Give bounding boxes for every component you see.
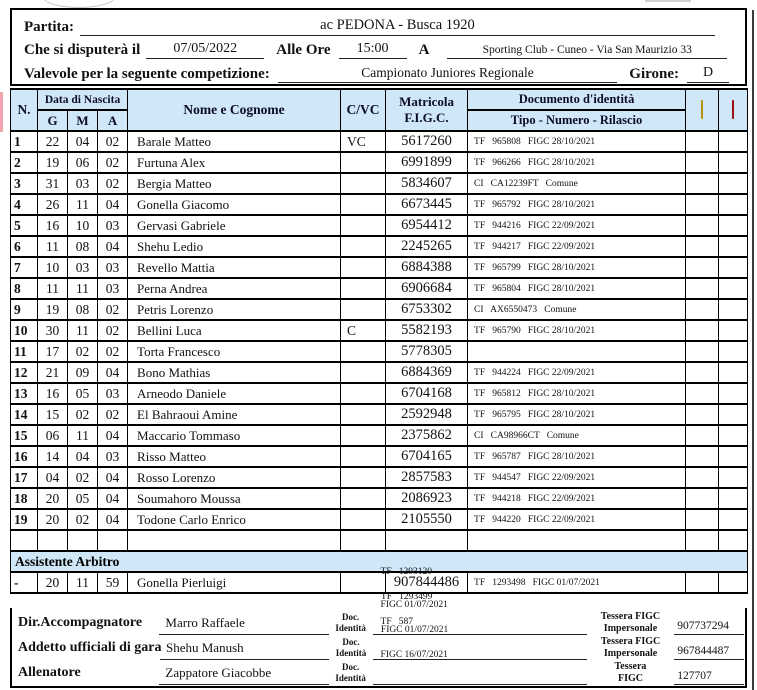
birth-month-cell: 03 [68, 257, 98, 278]
roster-table-header [11, 89, 748, 131]
birth-year-cell: 04 [98, 467, 128, 488]
matricola-cell: 6884369 [386, 362, 468, 383]
player-row [11, 152, 748, 173]
player-name-cell: Gervasi Gabriele [128, 215, 341, 236]
birth-month-cell: 11 [68, 278, 98, 299]
document-cell: TF 944224 FIGC 22/09/2021 [468, 362, 686, 383]
red-card-cell [719, 509, 748, 530]
document-cell: TF 965808 FIGC 28/10/2021 [468, 131, 686, 152]
player-name-cell: Torta Francesco [128, 341, 341, 362]
matricola-cell: 5778305 [386, 341, 468, 362]
red-card-cell [719, 173, 748, 194]
birth-day-cell: 30 [38, 320, 68, 341]
captain-cell [341, 362, 386, 383]
player-row [11, 173, 748, 194]
player-number-cell: 14 [11, 404, 38, 425]
captain-cell [341, 278, 386, 299]
birth-month-cell: 09 [68, 362, 98, 383]
player-row [11, 467, 748, 488]
birth-year-cell: 04 [98, 509, 128, 530]
place-label: A [418, 42, 430, 58]
birth-month-cell: 11 [68, 194, 98, 215]
birth-month-cell: 08 [68, 236, 98, 257]
player-number-cell: 17 [11, 467, 38, 488]
captain-cell [341, 509, 386, 530]
staff-tessera-label [587, 611, 675, 633]
col-header-birthdate: Data di Nascita [38, 89, 128, 110]
yellow-card-cell [686, 404, 719, 425]
doc-value-line1: TF 1293120 [380, 567, 432, 578]
matricola-cell: 5582193 [386, 320, 468, 341]
doc-value-line1: TF 587 [380, 617, 413, 628]
document-cell: TF 966266 FIGC 28/10/2021 [468, 152, 686, 173]
yellow-card-cell [686, 383, 719, 404]
player-row [11, 383, 748, 404]
document-cell: TF 965787 FIGC 28/10/2021 [468, 446, 686, 467]
matricola-cell: 2086923 [386, 488, 468, 509]
document-cell: TF 965790 FIGC 28/10/2021 [468, 320, 686, 341]
doc-label-line2: Identità [335, 647, 367, 658]
player-row [11, 131, 748, 152]
red-card-cell [719, 194, 748, 215]
birth-day-cell: 26 [38, 194, 68, 215]
player-name-cell: Furtuna Alex [128, 152, 341, 173]
match-title-line [24, 17, 729, 36]
matricola-cell: 2592948 [386, 404, 468, 425]
matricola-cell: 2245265 [386, 236, 468, 257]
document-cell: CI CA98966CT Comune [468, 425, 686, 446]
col-header-yellow-card [686, 89, 719, 131]
assistant-birth-day-cell: 20 [38, 572, 68, 593]
scan-ellipse-artifact [42, 0, 116, 8]
red-card-cell [719, 131, 748, 152]
birth-month-cell: 02 [68, 509, 98, 530]
document-cell: TF 965792 FIGC 28/10/2021 [468, 194, 686, 215]
yellow-card-cell [686, 425, 719, 446]
birth-year-cell: 04 [98, 236, 128, 257]
competition-line [24, 65, 729, 83]
red-card-cell [719, 341, 748, 362]
scan-top-mark [645, 0, 691, 2]
player-name-cell: Risso Matteo [128, 446, 341, 467]
matricola-cell: 2105550 [386, 509, 468, 530]
assistant-birth-month-cell: 11 [68, 572, 98, 593]
birth-month-cell: 02 [68, 404, 98, 425]
birth-day-cell: 10 [38, 257, 68, 278]
assistant-matricola-cell: 907844486 [386, 572, 468, 593]
player-row [11, 341, 748, 362]
player-row [11, 194, 748, 215]
player-number-cell: 2 [11, 152, 38, 173]
tessera-label-line1: Tessera FIGC [600, 636, 661, 648]
birth-day-cell: 11 [38, 278, 68, 299]
birth-day-cell: 06 [38, 425, 68, 446]
competition-value: Campionato Juniores Regionale [278, 65, 617, 83]
birth-day-cell: 21 [38, 362, 68, 383]
birth-year-cell: 04 [98, 362, 128, 383]
matricola-cell: 2857583 [386, 467, 468, 488]
document-cell: TF 965804 FIGC 28/10/2021 [468, 278, 686, 299]
staff-doc-label [329, 612, 373, 632]
birth-year-cell: 03 [98, 215, 128, 236]
birth-month-cell: 10 [68, 215, 98, 236]
yellow-card-cell [686, 446, 719, 467]
staff-tessera-number: 907737294 [674, 620, 744, 635]
birth-year-cell: 02 [98, 152, 128, 173]
player-name-cell: Arneodo Daniele [128, 383, 341, 404]
birth-month-cell: 11 [68, 320, 98, 341]
document-cell [468, 341, 686, 362]
player-number-cell: 7 [11, 257, 38, 278]
matricola-cell: 2375862 [386, 425, 468, 446]
yellow-card-cell [686, 488, 719, 509]
staff-name-value: Marro Raffaele [159, 615, 328, 635]
players-body [11, 131, 748, 530]
birth-year-cell: 04 [98, 488, 128, 509]
col-header-red-card [719, 89, 748, 131]
doc-label-line1: Doc. [342, 612, 360, 623]
player-number-cell: 5 [11, 215, 38, 236]
birth-day-cell: 20 [38, 509, 68, 530]
date-value: 07/05/2022 [146, 41, 264, 59]
player-number-cell: 3 [11, 173, 38, 194]
player-name-cell: Bergia Matteo [128, 173, 341, 194]
yellow-card-cell [686, 194, 719, 215]
player-number-cell: 16 [11, 446, 38, 467]
red-card-cell [719, 299, 748, 320]
matricola-cell: 6884388 [386, 257, 468, 278]
doc-value-line2: FIGC 01/07/2021 [380, 600, 448, 611]
tessera-label-line2: FIGC [617, 672, 643, 684]
yellow-card-cell [686, 236, 719, 257]
player-row [11, 362, 748, 383]
staff-name-value: Zappatore Giacobbe [159, 665, 328, 685]
yellow-card-cell [686, 320, 719, 341]
captain-cell [341, 425, 386, 446]
red-card-cell [719, 278, 748, 299]
tessera-label-line2: Impersonale [603, 647, 658, 659]
player-name-cell: Perna Andrea [128, 278, 341, 299]
player-number-cell: 19 [11, 509, 38, 530]
yellow-card-cell [686, 152, 719, 173]
doc-label-line1: Doc. [342, 637, 360, 648]
assistant-name-cell: Gonella Pierluigi [128, 572, 341, 593]
player-number-cell: 12 [11, 362, 38, 383]
player-number-cell: 10 [11, 320, 38, 341]
staff-tessera-number: 127707 [674, 670, 744, 685]
col-header-matricola [386, 89, 468, 131]
yellow-card-icon [701, 100, 703, 119]
player-name-cell: Gonella Giacomo [128, 194, 341, 215]
player-row [11, 215, 748, 236]
time-value: 15:00 [339, 41, 407, 59]
captain-cell [341, 152, 386, 173]
competition-label: Valevole per la seguente competizione: [24, 66, 270, 82]
birth-year-cell: 03 [98, 278, 128, 299]
captain-cell [341, 467, 386, 488]
player-number-cell: 13 [11, 383, 38, 404]
tessera-label-line1: Tessera [614, 661, 647, 673]
player-row [11, 257, 748, 278]
birth-month-cell: 04 [68, 446, 98, 467]
captain-cell [341, 194, 386, 215]
red-card-cell [719, 425, 748, 446]
birth-month-cell: 05 [68, 488, 98, 509]
matricola-cell: 6753302 [386, 299, 468, 320]
birth-year-cell: 03 [98, 257, 128, 278]
yellow-card-cell [686, 278, 719, 299]
document-cell: TF 965795 FIGC 28/10/2021 [468, 404, 686, 425]
birth-day-cell: 19 [38, 152, 68, 173]
captain-cell [341, 299, 386, 320]
matricola-cell: 6673445 [386, 194, 468, 215]
captain-cell [341, 383, 386, 404]
player-number-cell: 8 [11, 278, 38, 299]
tessera-label-line2: Impersonale [603, 622, 658, 634]
birth-year-cell: 04 [98, 194, 128, 215]
captain-cell [341, 173, 386, 194]
player-number-cell: 11 [11, 341, 38, 362]
match-datetime-line [24, 41, 729, 59]
red-card-cell [719, 383, 748, 404]
matricola-cell: 6906684 [386, 278, 468, 299]
document-cell: TF 944216 FIGC 22/09/2021 [468, 215, 686, 236]
matricola-cell: 6704168 [386, 383, 468, 404]
col-header-document: Documento d'identità [468, 89, 686, 110]
matricola-cell: 6991899 [386, 152, 468, 173]
birth-day-cell: 16 [38, 215, 68, 236]
matricola-line2: F.I.G.C. [404, 110, 449, 125]
birth-month-cell: 08 [68, 299, 98, 320]
player-number-cell: 1 [11, 131, 38, 152]
matricola-cell: 5834607 [386, 173, 468, 194]
staff-tessera-label [587, 636, 675, 658]
player-row [11, 278, 748, 299]
player-name-cell: Shehu Ledio [128, 236, 341, 257]
roster-table [10, 88, 748, 594]
captain-cell [341, 341, 386, 362]
red-card-cell [719, 362, 748, 383]
yellow-card-cell [686, 257, 719, 278]
player-name-cell: Bono Mathias [128, 362, 341, 383]
red-card-cell [719, 446, 748, 467]
player-name-cell: El Bahraoui Amine [128, 404, 341, 425]
col-header-captain: C/VC [341, 89, 386, 131]
scan-red-smudge [0, 92, 3, 132]
matricola-cell: 6704165 [386, 446, 468, 467]
birth-month-cell: 05 [68, 383, 98, 404]
staff-name-value: Shehu Manush [160, 640, 329, 660]
yellow-card-cell [686, 467, 719, 488]
birth-month-cell: 04 [68, 131, 98, 152]
staff-doc-value [373, 596, 587, 685]
birth-month-cell: 02 [68, 467, 98, 488]
player-row [11, 446, 748, 467]
page-edge-line [752, 10, 754, 690]
birth-day-cell: 15 [38, 404, 68, 425]
birth-year-cell: 03 [98, 383, 128, 404]
birth-year-cell: 02 [98, 131, 128, 152]
assistant-document-cell: TF 1293498 FIGC 01/07/2021 [468, 572, 686, 593]
document-cell: TF 944218 FIGC 22/09/2021 [468, 488, 686, 509]
partita-label: Partita: [24, 19, 74, 35]
birth-year-cell: 03 [98, 446, 128, 467]
player-name-cell: Bellini Luca [128, 320, 341, 341]
doc-value-line2: FIGC 01/07/2021 [380, 625, 449, 636]
col-header-year: A [98, 110, 128, 131]
player-row [11, 509, 748, 530]
captain-cell [341, 488, 386, 509]
document-cell: TF 944220 FIGC 22/09/2021 [468, 509, 686, 530]
red-card-cell [719, 215, 748, 236]
birth-day-cell: 04 [38, 467, 68, 488]
captain-cell: VC [341, 131, 386, 152]
col-header-month: M [68, 110, 98, 131]
staff-tessera-label [587, 661, 675, 683]
birth-year-cell: 02 [98, 320, 128, 341]
red-card-cell [719, 467, 748, 488]
player-name-cell: Soumahoro Moussa [128, 488, 341, 509]
doc-value-line1: TF 1293499 [380, 592, 433, 603]
player-number-cell: 18 [11, 488, 38, 509]
birth-day-cell: 22 [38, 131, 68, 152]
partita-value: ac PEDONA - Busca 1920 [80, 17, 715, 36]
yellow-card-cell [686, 131, 719, 152]
player-name-cell: Maccario Tommaso [128, 425, 341, 446]
birth-day-cell: 31 [38, 173, 68, 194]
girone-label: Girone: [629, 66, 679, 82]
document-cell: TF 965812 FIGC 28/10/2021 [468, 383, 686, 404]
birth-day-cell: 11 [38, 236, 68, 257]
birth-month-cell: 02 [68, 341, 98, 362]
matricola-cell: 6954412 [386, 215, 468, 236]
player-row [11, 425, 748, 446]
player-row [11, 404, 748, 425]
time-label: Alle Ore [276, 42, 331, 58]
doc-label-line1: Doc. [342, 662, 360, 673]
red-card-cell [719, 257, 748, 278]
yellow-card-cell [686, 215, 719, 236]
player-number-cell: 9 [11, 299, 38, 320]
birth-year-cell: 04 [98, 425, 128, 446]
assistant-referee-banner: Assistente Arbitro [11, 551, 748, 572]
birth-day-cell: 20 [38, 488, 68, 509]
staff-role-label: Allenatore [18, 664, 81, 680]
player-number-cell: 6 [11, 236, 38, 257]
assistant-yellow-card-cell [686, 572, 719, 593]
captain-cell [341, 215, 386, 236]
birth-month-cell: 03 [68, 173, 98, 194]
col-header-day: G [38, 110, 68, 131]
red-card-cell [719, 152, 748, 173]
document-cell: TF 965799 FIGC 28/10/2021 [468, 257, 686, 278]
staff-role-label: Addetto ufficiali di gara [18, 639, 162, 655]
birth-month-cell: 11 [68, 425, 98, 446]
doc-value-line2: FIGC 16/07/2021 [380, 650, 448, 661]
captain-cell [341, 257, 386, 278]
birth-year-cell: 02 [98, 404, 128, 425]
staff-doc-label [329, 637, 373, 657]
red-card-cell [719, 488, 748, 509]
birth-year-cell: 02 [98, 299, 128, 320]
document-cell: TF 944547 FIGC 22/09/2021 [468, 467, 686, 488]
birth-month-cell: 06 [68, 152, 98, 173]
birth-year-cell: 02 [98, 173, 128, 194]
col-header-name: Nome e Cognome [128, 89, 341, 131]
date-label: Che si disputerà il [24, 42, 141, 58]
document-cell: CI CA12239FT Comune [468, 173, 686, 194]
assistant-red-card-cell [719, 572, 748, 593]
match-header-box [10, 8, 747, 86]
player-row [11, 299, 748, 320]
player-name-cell: Barale Matteo [128, 131, 341, 152]
yellow-card-cell [686, 509, 719, 530]
player-row [11, 488, 748, 509]
player-number-cell: 15 [11, 425, 38, 446]
player-name-cell: Rosso Lorenzo [128, 467, 341, 488]
place-value: Sporting Club - Cuneo - Via San Maurizio 33 [447, 44, 727, 59]
captain-cell: C [341, 320, 386, 341]
yellow-card-cell [686, 341, 719, 362]
player-row [11, 320, 748, 341]
yellow-card-cell [686, 362, 719, 383]
matricola-line1: Matricola [399, 93, 454, 109]
player-name-cell: Petris Lorenzo [128, 299, 341, 320]
yellow-card-cell [686, 173, 719, 194]
staff-tessera-number: 967844487 [674, 645, 744, 660]
red-card-cell [719, 236, 748, 257]
player-row [11, 236, 748, 257]
yellow-card-cell [686, 299, 719, 320]
birth-day-cell: 14 [38, 446, 68, 467]
red-card-icon [732, 100, 734, 119]
captain-cell [341, 446, 386, 467]
staff-role-label: Dir.Accompagnatore [18, 614, 143, 630]
girone-value: D [687, 65, 729, 83]
red-card-cell [719, 404, 748, 425]
birth-day-cell: 17 [38, 341, 68, 362]
birth-day-cell: 19 [38, 299, 68, 320]
document-cell: TF 944217 FIGC 22/09/2021 [468, 236, 686, 257]
red-card-cell [719, 320, 748, 341]
matricola-cell: 5617260 [386, 131, 468, 152]
assistant-number-cell: - [11, 572, 38, 593]
player-number-cell: 4 [11, 194, 38, 215]
doc-label-line2: Identità [335, 672, 366, 683]
birth-day-cell: 16 [38, 383, 68, 404]
doc-label-line2: Identità [335, 622, 366, 633]
document-cell: CI AX6550473 Comune [468, 299, 686, 320]
player-name-cell: Revello Mattia [128, 257, 341, 278]
captain-cell [341, 236, 386, 257]
col-header-number: N. [11, 89, 38, 131]
player-name-cell: Todone Carlo Enrico [128, 509, 341, 530]
captain-cell [341, 404, 386, 425]
col-header-document-sub: Tipo - Numero - Rilascio [468, 110, 686, 131]
tessera-label-line1: Tessera FIGC [600, 611, 661, 623]
birth-year-cell: 02 [98, 341, 128, 362]
assistant-birth-year-cell: 59 [98, 572, 128, 593]
staff-doc-label [329, 662, 373, 682]
